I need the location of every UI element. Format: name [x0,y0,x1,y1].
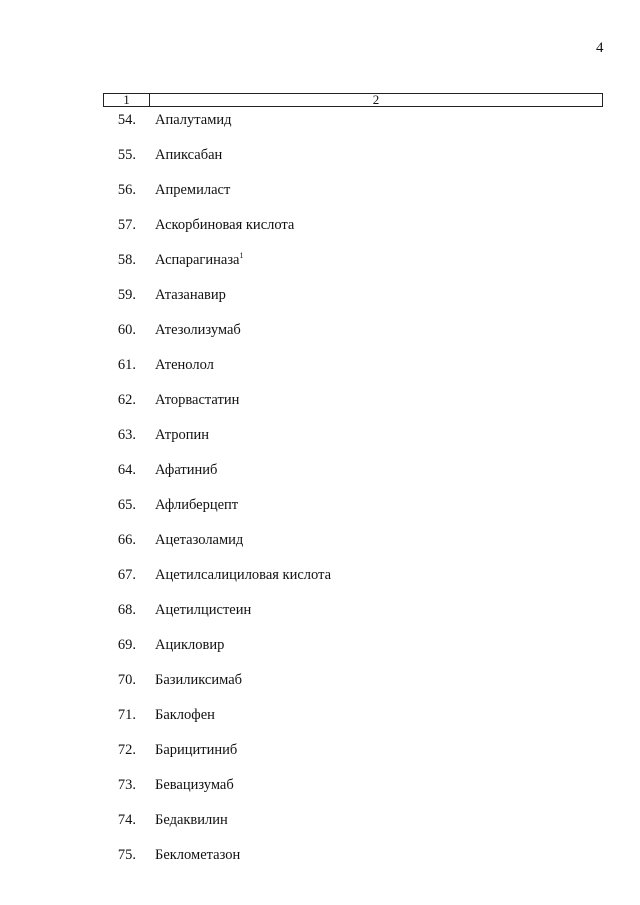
page-number: 4 [596,40,604,56]
column-header-name: 2 [372,92,380,107]
item-name [155,110,232,130]
item-number: 58. [117,252,136,268]
item-name [155,460,217,480]
item-name [155,180,230,200]
item-name-text: Атропин [155,427,210,443]
item-name [155,635,224,655]
item-number: 74. [117,812,136,828]
item-name [155,600,251,620]
item-number: 72. [117,742,136,758]
item-number: 75. [117,847,136,863]
item-number: 54. [117,112,136,128]
item-name [155,285,226,305]
item-name [155,670,242,690]
item-name [155,705,215,725]
item-name [155,425,209,445]
column-header-number: 1 [104,94,150,106]
item-name-text: Аскорбиновая кислота [155,217,295,233]
item-name [155,775,234,795]
item-name [155,530,243,550]
item-name-text: Апремиласт [155,182,231,198]
item-number: 60. [117,322,136,338]
item-number: 56. [117,182,136,198]
item-name-text: Атазанавир [155,287,226,303]
item-name [155,565,331,585]
item-number: 62. [117,392,136,408]
item-number: 73. [117,777,136,793]
item-name [155,250,244,270]
item-name-text: Апалутамид [155,112,232,128]
item-number: 64. [117,462,136,478]
item-name-text: Баклофен [155,707,215,723]
item-name-text: Аторвастатин [155,392,240,408]
item-name-text: Ацикловир [155,637,225,653]
item-name-text: Атезолизумаб [155,322,241,338]
item-number: 71. [117,707,136,723]
table-header [103,93,603,107]
item-name [155,495,238,515]
item-name-text: Ацетилсалициловая кислота [155,567,332,583]
item-name-text: Ацетазоламид [155,532,244,548]
item-name [155,215,294,235]
item-number: 69. [117,637,136,653]
item-name-text: Афлиберцепт [155,497,239,513]
item-name-text: Афатиниб [155,462,218,478]
item-name-text: Бевацизумаб [155,777,234,793]
item-name-text: Ацетилцистеин [155,602,252,618]
item-name-text: Атенолол [155,357,214,373]
item-name [155,145,222,165]
item-name [155,355,214,375]
item-name [155,740,237,760]
item-number: 59. [117,287,136,303]
item-name [155,845,240,865]
footnote-marker: 1 [239,251,244,260]
item-name-text: Апиксабан [155,147,223,163]
item-name-text: Беклометазон [155,847,241,863]
item-name-text: Аспарагиназа [155,252,240,268]
item-name [155,320,241,340]
item-number: 66. [117,532,136,548]
item-name-text: Бедаквилин [155,812,228,828]
item-number: 61. [117,357,136,373]
item-number: 57. [117,217,136,233]
item-number: 65. [117,497,136,513]
item-number: 55. [117,147,136,163]
item-number: 68. [117,602,136,618]
item-number: 70. [117,672,136,688]
item-name [155,810,228,830]
item-number: 63. [117,427,136,443]
item-number: 67. [117,567,136,583]
item-name [155,390,239,410]
item-name-text: Барицитиниб [155,742,238,758]
item-name-text: Базиликсимаб [155,672,243,688]
